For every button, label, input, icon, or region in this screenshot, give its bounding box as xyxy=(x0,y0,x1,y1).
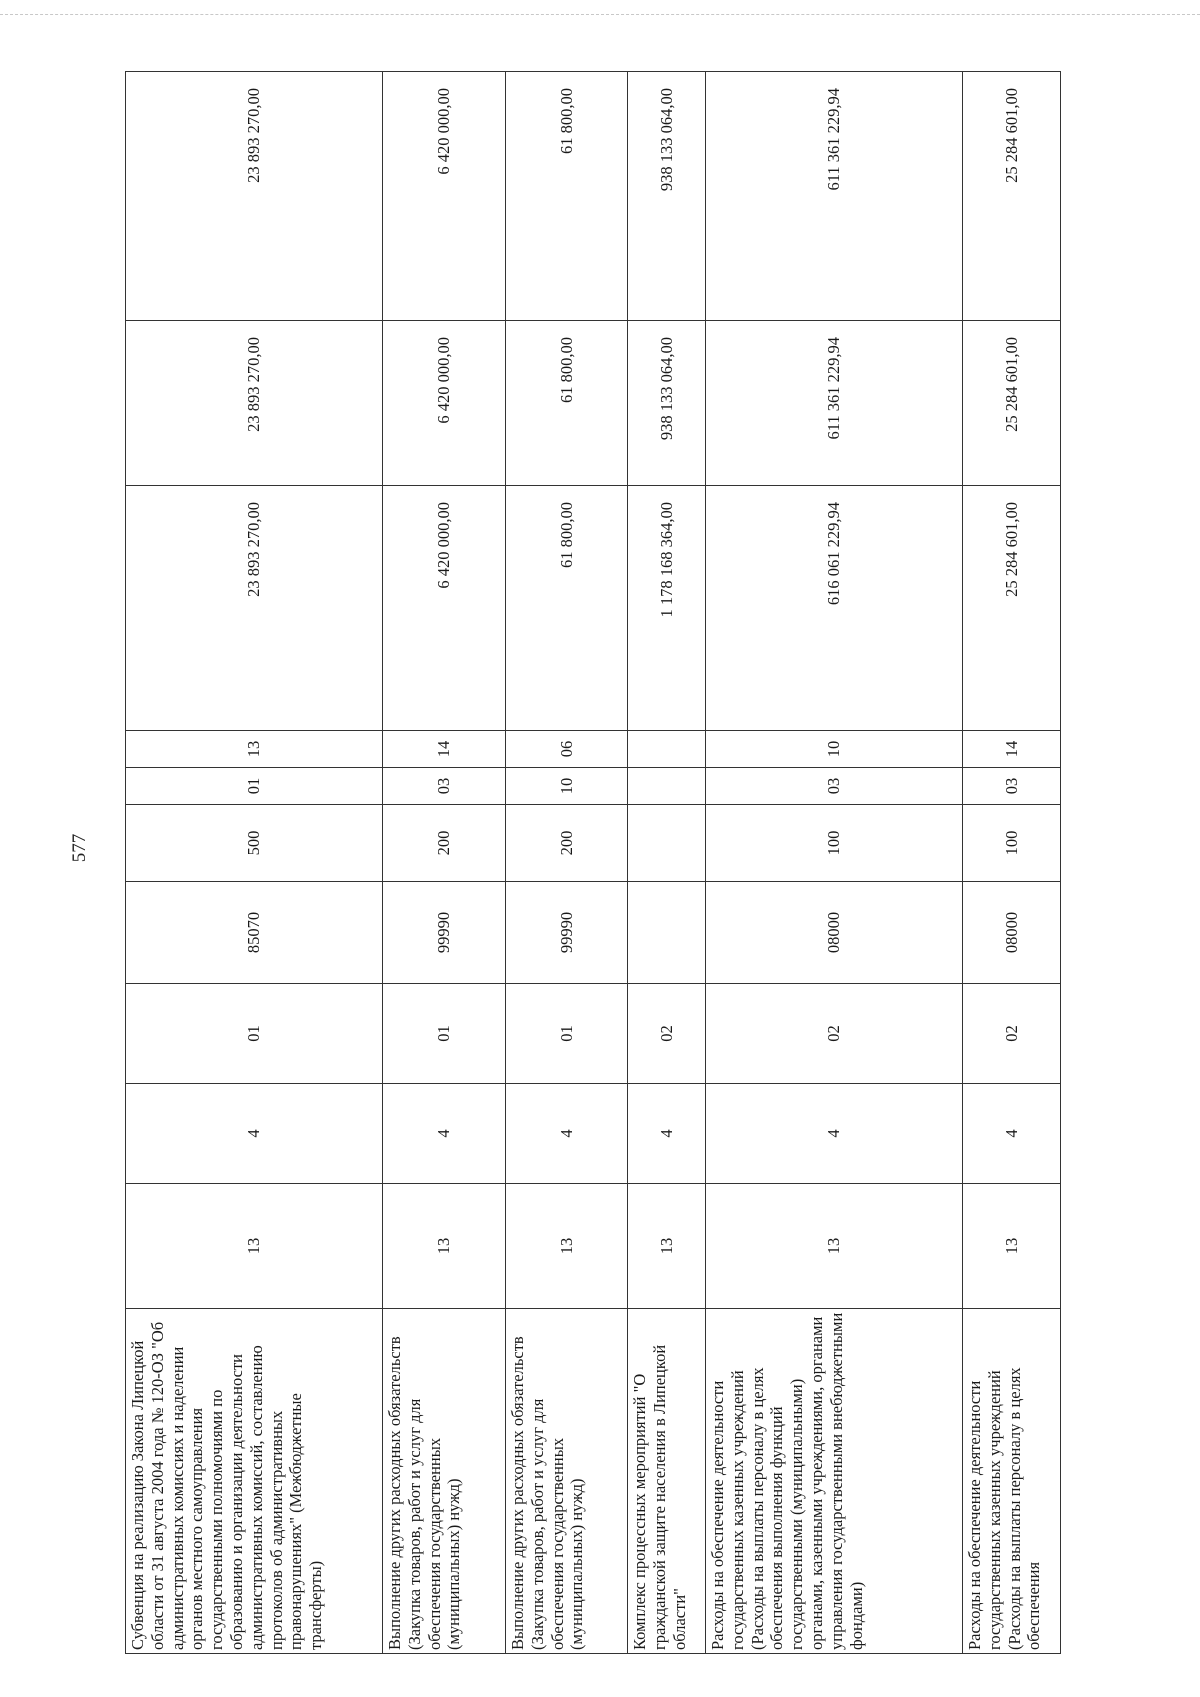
amount-cell: 23 893 270,00 xyxy=(126,321,383,486)
code-cell: 200 xyxy=(383,805,506,882)
code-cell: 100 xyxy=(963,805,1061,882)
table-row xyxy=(126,72,383,1654)
amount-cell: 938 133 064,00 xyxy=(628,72,706,321)
code-cell: 08000 xyxy=(706,882,963,984)
code-cell: 10 xyxy=(706,731,963,768)
amount-cell: 6 420 000,00 xyxy=(383,72,506,321)
code-cell: 02 xyxy=(963,984,1061,1084)
code-cell: 13 xyxy=(706,1184,963,1309)
code-cell: 01 xyxy=(383,984,506,1084)
code-cell: 03 xyxy=(963,768,1061,805)
budget-table xyxy=(125,71,1061,1654)
code-cell xyxy=(628,731,706,768)
amount-cell: 1 178 168 364,00 xyxy=(628,486,706,731)
expense-name: Расходы на обеспечение деятельности государственных казенных учреждений (Расходы на выплаты персоналу в целях обеспечения xyxy=(963,1309,1061,1654)
scan-top-border xyxy=(0,14,1200,15)
code-cell: 100 xyxy=(706,805,963,882)
code-cell: 4 xyxy=(706,1084,963,1184)
table-row xyxy=(383,72,506,1654)
code-cell: 13 xyxy=(126,1184,383,1309)
code-cell: 200 xyxy=(506,805,628,882)
code-cell xyxy=(628,882,706,984)
amount-cell: 61 800,00 xyxy=(506,486,628,731)
code-cell: 99990 xyxy=(506,882,628,984)
code-cell: 4 xyxy=(963,1084,1061,1184)
code-cell: 03 xyxy=(383,768,506,805)
code-cell: 08000 xyxy=(963,882,1061,984)
amount-cell: 938 133 064,00 xyxy=(628,321,706,486)
code-cell: 01 xyxy=(126,768,383,805)
amount-cell: 61 800,00 xyxy=(506,72,628,321)
code-cell xyxy=(628,768,706,805)
amount-cell: 23 893 270,00 xyxy=(126,72,383,321)
code-cell: 4 xyxy=(628,1084,706,1184)
code-cell: 14 xyxy=(963,731,1061,768)
amount-cell: 611 361 229,94 xyxy=(706,321,963,486)
table-row xyxy=(506,72,628,1654)
code-cell: 13 xyxy=(126,731,383,768)
code-cell: 06 xyxy=(506,731,628,768)
code-cell: 10 xyxy=(506,768,628,805)
amount-cell: 25 284 601,00 xyxy=(963,486,1061,731)
code-cell: 4 xyxy=(383,1084,506,1184)
code-cell: 02 xyxy=(706,984,963,1084)
code-cell: 4 xyxy=(506,1084,628,1184)
amount-cell: 61 800,00 xyxy=(506,321,628,486)
code-cell: 99990 xyxy=(383,882,506,984)
expense-name: Выполнение других расходных обязательств (Закупка товаров, работ и услуг для обеспечения государственных (муниципальных) нужд) xyxy=(506,1309,628,1654)
code-cell: 13 xyxy=(628,1184,706,1309)
code-cell: 500 xyxy=(126,805,383,882)
code-cell: 03 xyxy=(706,768,963,805)
amount-cell: 611 361 229,94 xyxy=(706,72,963,321)
code-cell: 13 xyxy=(506,1184,628,1309)
amount-cell: 23 893 270,00 xyxy=(126,486,383,731)
code-cell: 4 xyxy=(126,1084,383,1184)
expense-name: Выполнение других расходных обязательств (Закупка товаров, работ и услуг для обеспечения государственных (муниципальных) нужд) xyxy=(383,1309,506,1654)
code-cell: 13 xyxy=(963,1184,1061,1309)
expense-name: Расходы на обеспечение деятельности государственных казенных учреждений (Расходы на выплаты персоналу в целях обеспечения выполнения функций государственными (муниципальными) органами, казенными учреждениями, органами управления государственными внебюджетными фондами) xyxy=(706,1309,963,1654)
amount-cell: 6 420 000,00 xyxy=(383,321,506,486)
page-number: 577 xyxy=(69,833,90,863)
expense-name: Субвенция на реализацию Закона Липецкой области от 31 августа 2004 года № 120-ОЗ "Об административных комиссиях и наделении органов местного самоуправления государственными полномочиями по образованию и организации деятельности административных комиссий, составлению протоколов об административных правонарушениях" (Межбюджетные трансферты) xyxy=(126,1309,383,1654)
code-cell: 85070 xyxy=(126,882,383,984)
amount-cell: 616 061 229,94 xyxy=(706,486,963,731)
table-row xyxy=(628,72,706,1654)
amount-cell: 6 420 000,00 xyxy=(383,486,506,731)
rotated-table-wrapper xyxy=(125,72,1060,1654)
table-row xyxy=(963,72,1061,1654)
table-row xyxy=(706,72,963,1654)
amount-cell: 25 284 601,00 xyxy=(963,72,1061,321)
code-cell: 13 xyxy=(383,1184,506,1309)
code-cell xyxy=(628,805,706,882)
code-cell: 01 xyxy=(506,984,628,1084)
code-cell: 01 xyxy=(126,984,383,1084)
expense-name: Комплекс процессных мероприятий "О гражданской защите населения в Липецкой области" xyxy=(628,1309,706,1654)
code-cell: 14 xyxy=(383,731,506,768)
code-cell: 02 xyxy=(628,984,706,1084)
amount-cell: 25 284 601,00 xyxy=(963,321,1061,486)
